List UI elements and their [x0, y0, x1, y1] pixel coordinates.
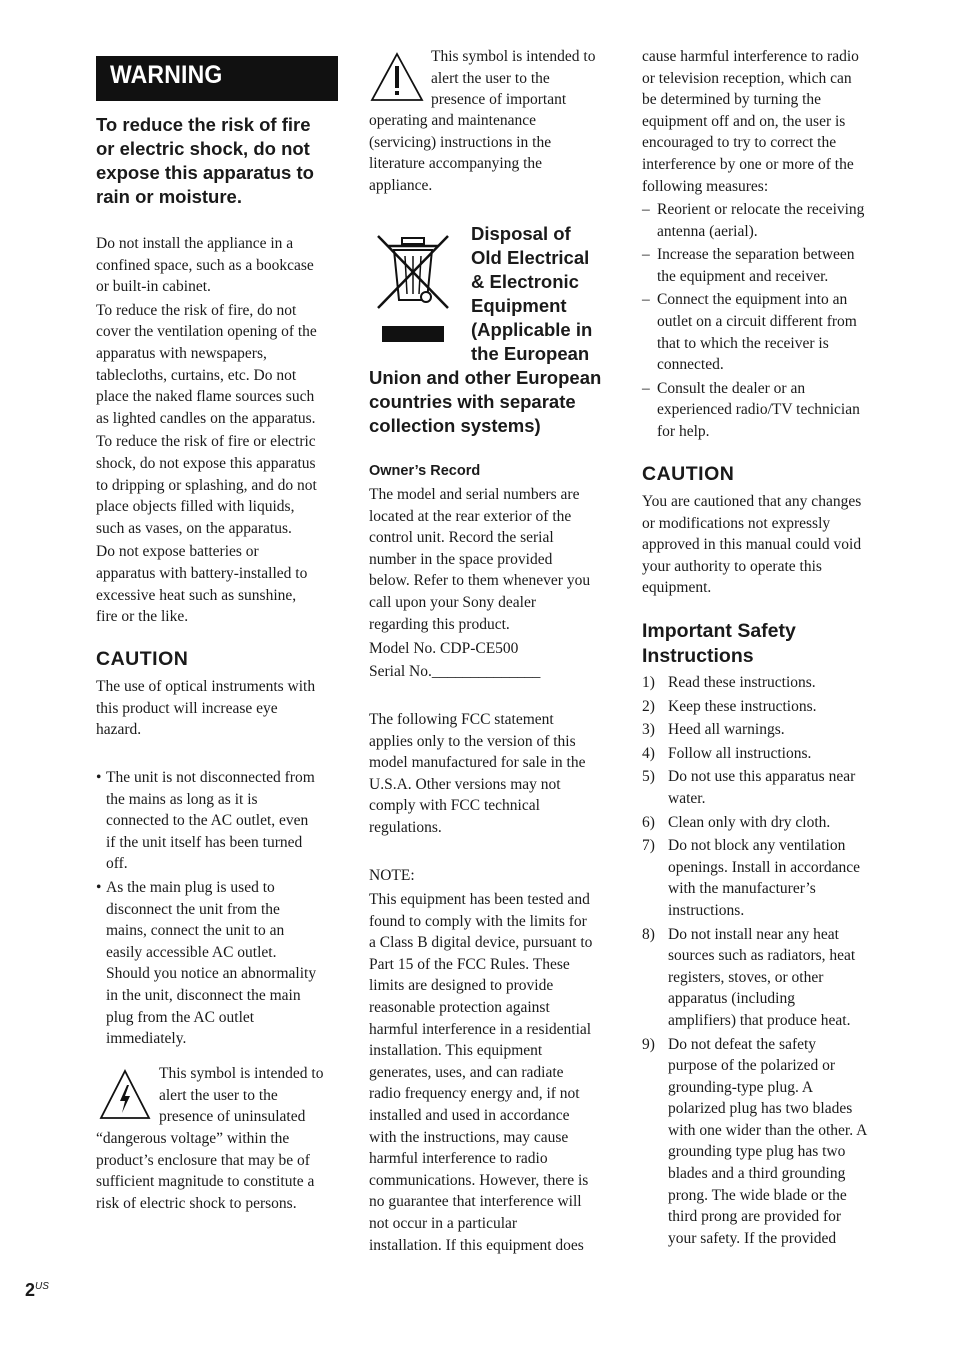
owners-record-heading: Owner’s Record [369, 463, 481, 479]
modification-caution: You are cautioned that any changes or modifications not expressly approved in this manual could void your authority to operate this equipment. [642, 493, 862, 597]
note-text: This equipment has been tested and found to comply with the limits for a Class B digital device, pursuant to Part 15 of the FCC Rules. These limits are designed to provide reasonable protection against harmful interference in a residential installation. This equipment generates, uses, and can radiate radio frequency energy and, if not installed and used in accordance with the instructions, may cause harmful interference to radio communications. However, there is no guarantee that interference will not occur in a particular installation. If this equipment does [369, 891, 593, 1254]
caution-heading-1: CAUTION [96, 648, 189, 670]
list-item: 4) Follow all instructions. [642, 744, 812, 762]
exclaim-symbol-text-side: This symbol is intended to alert the user to the presence of important [431, 48, 596, 109]
list-item: – Reorient or relocate the receiving antenna (aerial). [642, 201, 865, 240]
list-item: 3) Heed all warnings. [642, 721, 785, 739]
note-label: NOTE: [369, 867, 415, 884]
list-item: 7) Do not block any ventilation openings. Install in accordance with the manufacturer’s instructions. [642, 837, 860, 919]
crossed-bin-icon [372, 230, 454, 346]
lightning-triangle-icon [98, 1068, 152, 1122]
list-item: – Consult the dealer or an experienced radio/TV technician for help. [642, 379, 860, 440]
list-item: 9) Do not defeat the safety purpose of the polarized or grounding-type plug. A polarized plug has two blades with one wider than the other. A grounding type plug has two blades and a third grounding prong. The wide blade or the third prong are provided for your safety. If the provided [642, 1035, 868, 1247]
fcc-statement: The following FCC statement applies only to the version of this model manufactured for sale in the U.S.A. Other versions may not comply with FCC technical regulations. [369, 711, 586, 836]
list-item: • As the main plug is used to disconnect the unit from the mains, connect the unit to an easily accessible AC outlet. Should you notice an abnormality in the unit, disconnect the main plug from the AC outlet immediately. [96, 878, 317, 1048]
list-item: 2) Keep these instructions. [642, 697, 817, 715]
list-item: – Increase the separation between the equipment and receiver. [642, 246, 855, 285]
model-number: Model No. CDP-CE500 [369, 640, 519, 657]
exclamation-triangle-icon [370, 52, 424, 102]
serial-number: Serial No.______________ [369, 663, 541, 680]
caution-heading-2: CAUTION [642, 463, 735, 485]
list-item: • The unit is not disconnected from the mains as long as it is connected to the AC outlet, even if the unit itself has been turned off. [96, 769, 315, 873]
list-item: 1) Read these instructions. [642, 674, 816, 691]
list-item: 8) Do not install near any heat sources such as radiators, heat registers, stoves, or other apparatus (including amplifiers) that produce heat. [642, 925, 856, 1029]
page-number: $2^{US}$ [25, 1280, 49, 1300]
measures-list [642, 199, 892, 443]
disposal-heading-side: Disposal of Old Electrical & Electronic Equipment (Applicable in the European [471, 223, 593, 364]
fcc-continued: cause harmful interference to radio or television reception, which can be determined by turning the equipment off and on, the user is encouraged to try to correct the interference by one or more of the following measures: [642, 48, 859, 195]
fire-note: To reduce the risk of fire, do not cover the ventilation opening of the apparatus with newspapers, tablecloths, curtains, etc. Do not place the naked flame sources such as lighted candles on the apparatus. [96, 301, 317, 427]
optical-caution: The use of optical instruments with this product will increase eye hazard. [96, 678, 316, 739]
warning-title: WARNING [110, 61, 223, 89]
battery-note: Do not expose batteries or apparatus with battery-installed to excessive heat such as sunshine, fire or the like. [96, 543, 308, 626]
voltage-symbol-text-side: This symbol is intended to alert the user to the presence of uninsulated [159, 1065, 324, 1126]
disposal-heading: Union and other European countries with separate collection systems) [369, 367, 602, 436]
warning-banner [96, 56, 338, 101]
list-item: 5) Do not use this apparatus near water. [642, 768, 856, 807]
mains-bullets [96, 767, 346, 1050]
list-item: – Connect the equipment into an outlet on a circuit different from that to which the receiver is connected. [642, 291, 857, 374]
safety-heading: Important Safety Instructions [642, 620, 796, 667]
list-item: 6) Clean only with dry cloth. [642, 813, 831, 831]
exclaim-symbol-text: operating and maintenance (servicing) instructions in the literature accompanying the appliance. [369, 112, 552, 194]
owners-record-text: The model and serial numbers are located at the rear exterior of the control unit. Record the serial number in the space provided below. Refer to them whenever you call upon your Sony dealer regarding this product. [369, 486, 591, 633]
safety-instructions-list [642, 672, 892, 1249]
install-note: Do not install the appliance in a confined space, such as a bookcase or built-in cabinet. [96, 235, 314, 296]
risk-heading: To reduce the risk of fire or electric shock, do not expose this apparatus to rain or moisture. [96, 114, 314, 207]
splash-note: To reduce the risk of fire or electric shock, do not expose this apparatus to dripping or splashing, and do not place objects filled with liquids, such as vases, on the apparatus. [96, 433, 317, 537]
warning-paragraphs [96, 233, 346, 628]
voltage-symbol-text: “dangerous voltage” within the product’s enclosure that may be of sufficient magnitude to constitute a risk of electric shock to persons. [96, 1130, 315, 1212]
